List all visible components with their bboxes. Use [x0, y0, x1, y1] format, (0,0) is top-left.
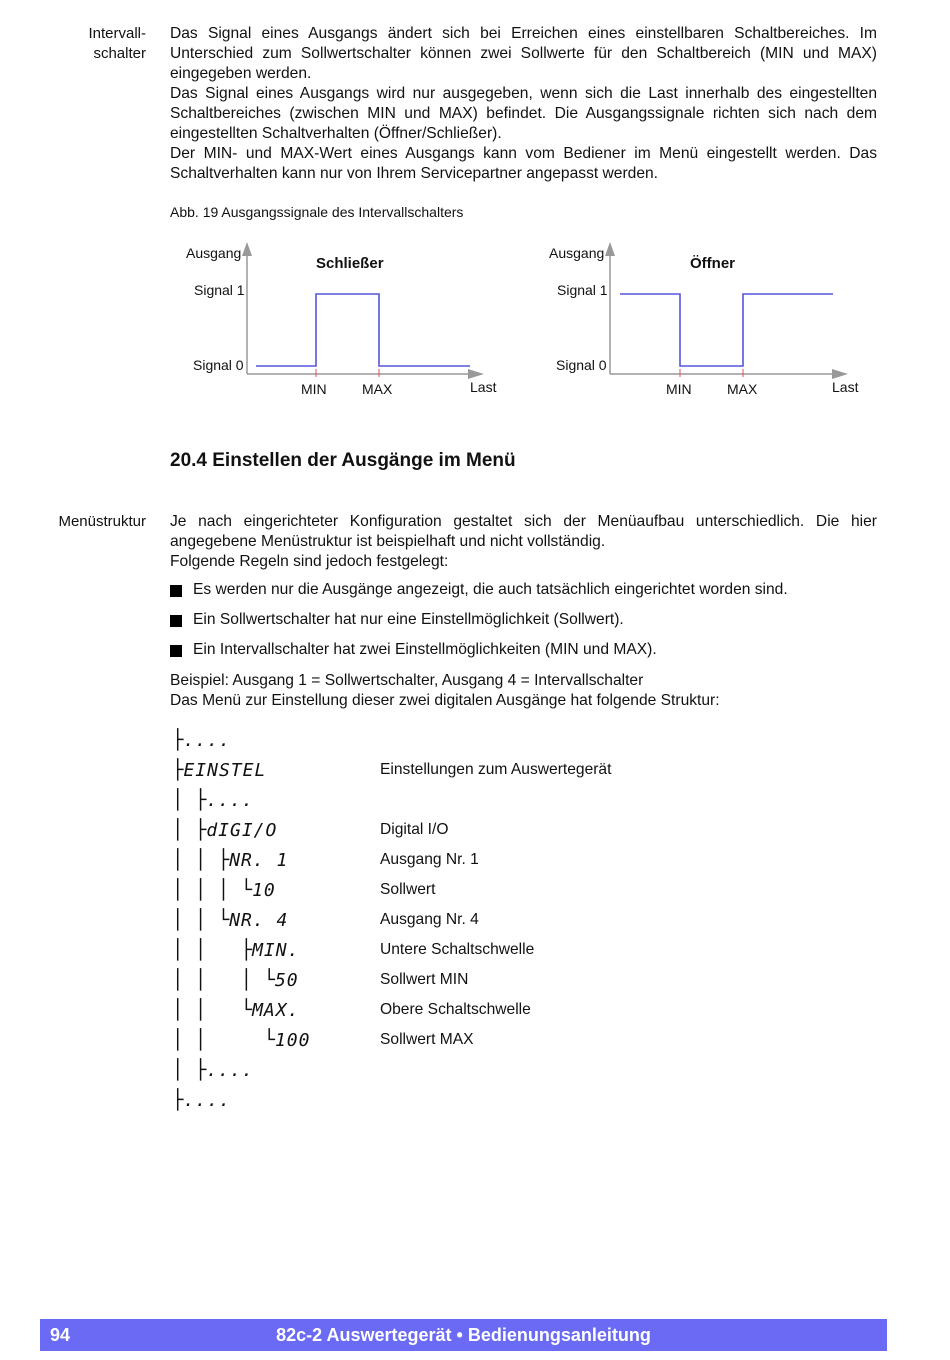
tree-row — [172, 755, 872, 785]
tree-branch: ├.... — [172, 729, 231, 751]
tree-code: MIN. — [252, 940, 300, 961]
tree-branch: │ ├.... — [172, 1059, 254, 1081]
tree-branch: ├.... — [172, 1089, 231, 1111]
square-bullet-icon — [170, 645, 182, 657]
tree-row — [172, 905, 872, 935]
list-item — [170, 641, 877, 671]
tree-description: Digital I/O — [380, 821, 449, 838]
oeffner-min-label: MIN — [666, 381, 692, 397]
tree-row — [172, 725, 872, 755]
tree-code: 10 — [252, 880, 276, 901]
tree-row — [172, 965, 872, 995]
tree-code: .... — [183, 1090, 231, 1111]
list-item — [170, 581, 877, 611]
tree-code: dIGI/O — [206, 820, 278, 841]
menu-description — [170, 512, 877, 572]
tree-branch: │ │ └MAX. — [172, 999, 300, 1021]
tree-branch: │ │ ├NR. 1 — [172, 849, 289, 871]
tree-branch: │ ├dIGI/O — [172, 819, 278, 841]
tree-code: 50 — [274, 970, 299, 991]
oeffner-diagram — [549, 242, 859, 397]
tree-description: Sollwert — [380, 881, 436, 898]
tree-branch: │ │ │ └50 — [172, 969, 299, 991]
oeffner-max-label: MAX — [727, 381, 758, 397]
example-line-1: Beispiel: Ausgang 1 = Sollwertschalter, Ausgang 4 = Intervallschalter — [170, 672, 644, 689]
list-item-text: Ein Sollwertschalter hat nur eine Einstellmöglichkeit (Sollwert). — [193, 611, 624, 628]
schliesser-x-axis-label: Last — [470, 379, 497, 395]
tree-row — [172, 995, 872, 1025]
tree-description: Einstellungen zum Auswertegerät — [380, 761, 612, 778]
schliesser-signal0-label: Signal 0 — [193, 357, 244, 373]
side-label-line1: Intervall- — [88, 25, 146, 42]
schliesser-signal-line — [256, 294, 470, 366]
figure-caption: Abb. 19 Ausgangssignale des Intervallschalters — [170, 204, 464, 220]
side-label-intervallschalter — [40, 24, 146, 64]
tree-row — [172, 1025, 872, 1055]
side-label-menustruktur: Menüstruktur — [58, 513, 146, 530]
tree-code: 100 — [274, 1030, 311, 1051]
tree-code: .... — [206, 790, 254, 811]
tree-row — [172, 845, 872, 875]
tree-description: Obere Schaltschwelle — [380, 1001, 531, 1018]
page-number: 94 — [50, 1325, 71, 1345]
schliesser-title: Schließer — [316, 255, 384, 272]
tree-description: Untere Schaltschwelle — [380, 941, 535, 958]
tree-row — [172, 815, 872, 845]
schliesser-min-label: MIN — [301, 381, 327, 397]
schliesser-diagram — [186, 242, 497, 397]
page-footer — [40, 1319, 887, 1351]
schliesser-signal1-label: Signal 1 — [194, 282, 245, 298]
tree-row — [172, 935, 872, 965]
tree-branch: │ │ └NR. 4 — [172, 909, 289, 931]
tree-branch: ├EINSTEL — [172, 759, 267, 781]
schliesser-y-axis-label: Ausgang — [186, 245, 242, 261]
tree-description: Ausgang Nr. 1 — [380, 851, 479, 868]
oeffner-y-arrow — [605, 242, 615, 256]
menu-paragraph-1: Je nach eingerichteter Konfiguration gestaltet sich der Menüaufbau unterschiedlich. Die hier angegebene Menüstruktur ist beispielhaft und nicht vollständig. — [170, 513, 877, 550]
oeffner-y-axis-label: Ausgang — [549, 245, 605, 261]
tree-branch: │ │ ├MIN. — [172, 939, 300, 961]
tree-code: .... — [206, 1060, 254, 1081]
list-item-text: Es werden nur die Ausgänge angezeigt, die auch tatsächlich eingerichtet worden sind. — [193, 581, 788, 598]
square-bullet-icon — [170, 615, 182, 627]
tree-description: Sollwert MAX — [380, 1031, 474, 1048]
interval-paragraph-3: Der MIN- und MAX-Wert eines Ausgangs kann vom Bediener im Menü eingestellt werden. Das Schaltverhalten kann nur von Ihrem Servicepartner angepasst werden. — [170, 145, 877, 182]
list-item-text: Ein Intervallschalter hat zwei Einstellmöglichkeiten (MIN und MAX). — [193, 641, 657, 658]
tree-code: EINSTEL — [183, 760, 267, 781]
oeffner-title: Öffner — [690, 255, 735, 272]
section-heading: 20.4 Einstellen der Ausgänge im Menü — [170, 450, 516, 471]
schliesser-max-label: MAX — [362, 381, 393, 397]
oeffner-signal0-label: Signal 0 — [556, 357, 607, 373]
oeffner-x-arrow — [832, 369, 848, 379]
interval-paragraph-1: Das Signal eines Ausgangs ändert sich bei Erreichen eines einstellbaren Schaltbereiches. Im Unterschied zum Sollwertschalter können zwei Sollwerte für den Schaltbereich (MIN und MAX) eingegeben werden. — [170, 25, 877, 82]
footer-title: 82c-2 Auswertegerät • Bedienungsanleitung — [276, 1325, 651, 1345]
tree-branch: │ │ └100 — [172, 1029, 311, 1051]
output-signal-figure — [170, 236, 870, 406]
side-label-line2: schalter — [93, 45, 146, 62]
tree-row — [172, 1085, 872, 1115]
tree-branch: │ ├.... — [172, 789, 254, 811]
tree-row — [172, 1055, 872, 1085]
square-bullet-icon — [170, 585, 182, 597]
tree-code: NR. 1 — [229, 850, 289, 871]
schliesser-x-arrow — [468, 369, 484, 379]
tree-code: MAX. — [252, 1000, 300, 1021]
oeffner-signal-line — [620, 294, 833, 366]
tree-branch: │ │ │ └10 — [172, 879, 276, 901]
interval-paragraph-2: Das Signal eines Ausgangs wird nur ausgegeben, wenn sich die Last innerhalb des eingestellten Schaltbereiches (zwischen MIN und MAX) befindet. Die Ausgangssignale richten sich nach dem eingestellten Schaltverhalten (Öffner/Schließer). — [170, 85, 877, 142]
schliesser-y-arrow — [242, 242, 252, 256]
tree-code: .... — [183, 730, 231, 751]
tree-description: Ausgang Nr. 4 — [380, 911, 479, 928]
list-item — [170, 611, 877, 641]
tree-row — [172, 875, 872, 905]
example-line-2: Das Menü zur Einstellung dieser zwei digitalen Ausgänge hat folgende Struktur: — [170, 692, 720, 709]
rules-list — [170, 581, 877, 671]
tree-description: Sollwert MIN — [380, 971, 469, 988]
interval-description — [170, 24, 877, 184]
tree-row — [172, 785, 872, 815]
example-text — [170, 671, 877, 711]
tree-code: NR. 4 — [229, 910, 289, 931]
menu-paragraph-2: Folgende Regeln sind jedoch festgelegt: — [170, 553, 449, 570]
oeffner-signal1-label: Signal 1 — [557, 282, 608, 298]
oeffner-x-axis-label: Last — [832, 379, 859, 395]
